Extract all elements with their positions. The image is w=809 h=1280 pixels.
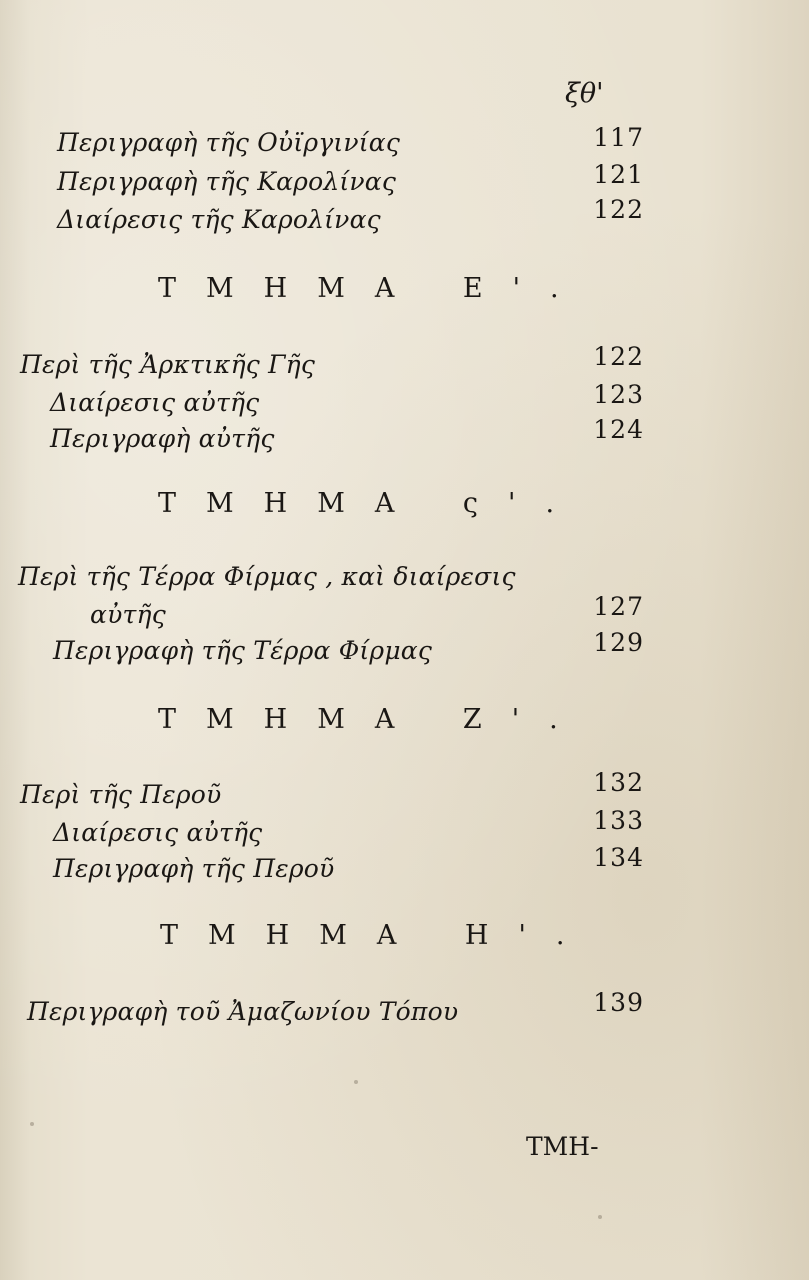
section-heading-st: ΤΜΗΜΑ ς'. <box>158 488 585 519</box>
toc-page-virginia: 117 <box>593 123 644 152</box>
toc-entry-carolina-description: Περιγραφὴ τῆς Καρολίνας <box>57 167 397 196</box>
toc-page-terra-firma-description: 129 <box>593 628 644 657</box>
toc-entry-arctic-description: Περιγραφὴ αὐτῆς <box>50 424 275 453</box>
toc-entry-amazon: Περιγραφὴ τοῦ Ἀμαζωνίου Τόπου <box>27 997 459 1026</box>
toc-entry-terra-firma-cont: αὐτῆς <box>90 600 166 629</box>
toc-page-arctic-division: 123 <box>593 380 644 409</box>
paper-speck <box>598 1215 602 1219</box>
toc-page-carolina-description: 121 <box>593 160 644 189</box>
paper-speck <box>30 1122 34 1126</box>
toc-entry-virginia: Περιγραφὴ τῆς Οὐϊργινίας <box>57 128 401 157</box>
toc-entry-arctic-division: Διαίρεσις αὐτῆς <box>50 388 260 417</box>
toc-page-terra-firma: 127 <box>593 592 644 621</box>
section-heading-h: ΤΜΗΜΑ Η'. <box>160 920 595 951</box>
toc-entry-peru: Περὶ τῆς Περοῦ <box>20 780 222 809</box>
toc-entry-terra-firma: Περὶ τῆς Τέρρα Φίρμας , καὶ διαίρεσις <box>18 562 516 591</box>
section-heading-e: ΤΜΗΜΑ Ε'. <box>158 273 589 304</box>
toc-entry-arctic-land: Περὶ τῆς Ἀρκτικῆς Γῆς <box>20 350 316 379</box>
toc-page-arctic-land: 122 <box>593 342 644 371</box>
toc-page-peru: 132 <box>593 768 644 797</box>
toc-page-arctic-description: 124 <box>593 415 644 444</box>
toc-page-peru-description: 134 <box>593 843 644 872</box>
toc-entry-peru-division: Διαίρεσις αὐτῆς <box>53 818 263 847</box>
toc-page-amazon: 139 <box>593 988 644 1017</box>
toc-entry-carolina-division: Διαίρεσις τῆς Καρολίνας <box>57 205 381 234</box>
toc-page-carolina-division: 122 <box>593 195 644 224</box>
toc-entry-terra-firma-description: Περιγραφὴ τῆς Τέρρα Φίρμας <box>53 636 433 665</box>
page-number: ξθ' <box>565 78 604 109</box>
section-heading-z: ΤΜΗΜΑ Ζ'. <box>158 704 588 735</box>
toc-page-peru-division: 133 <box>593 806 644 835</box>
paper-speck <box>354 1080 358 1084</box>
catchword: ΤΜΗ- <box>526 1132 599 1161</box>
toc-entry-peru-description: Περιγραφὴ τῆς Περοῦ <box>53 854 335 883</box>
